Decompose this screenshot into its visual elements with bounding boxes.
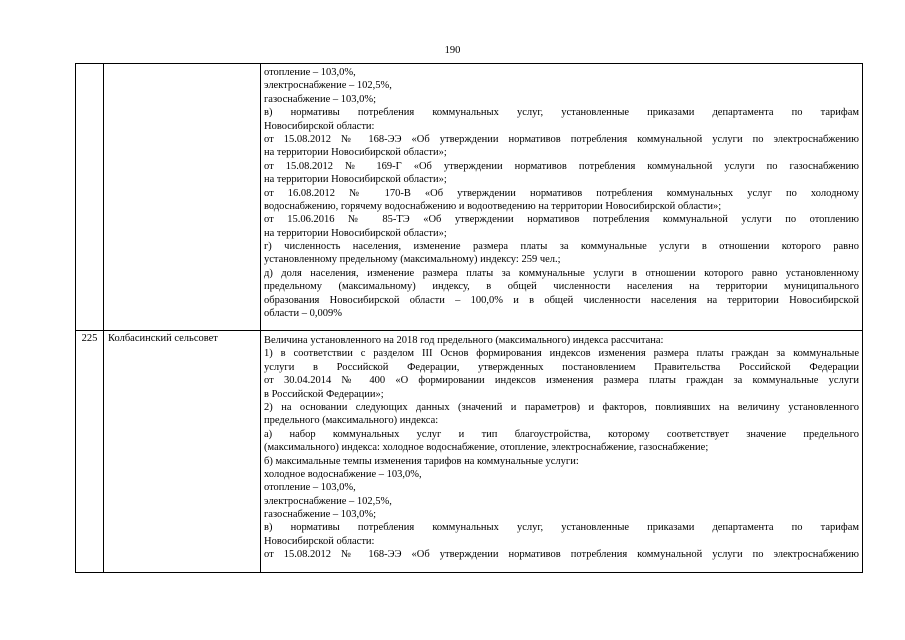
row-number-cell [76, 64, 104, 331]
text-line: от 15.06.2016 № 85-ТЭ «Об утверждении нормативов потребления коммунальной услуги по отоплению [264, 214, 859, 226]
description-cell [261, 331, 863, 573]
municipality-name-cell [104, 64, 261, 331]
description-cell [261, 64, 863, 331]
text-line: (максимального) индекса: холодное водоснабжение, отопление, электроснабжение, газоснабжение; [264, 442, 709, 454]
text-line: отопление – 103,0%, [264, 482, 356, 494]
text-line: электроснабжение – 102,5%, [264, 495, 392, 507]
text-line: установленному предельному (максимальному) индексу: 259 чел.; [264, 254, 561, 266]
text-line: на территории Новосибирской области»; [264, 174, 447, 186]
text-line: Новосибирской области: [264, 535, 375, 547]
text-line: на территории Новосибирской области»; [264, 147, 447, 159]
text-line: а) набор коммунальных услуг и тип благоустройства, которому соответствует значение предельного [264, 428, 859, 440]
document-table [75, 63, 863, 573]
text-line: г) численность населения, изменение размера платы за коммунальные услуги в отношении которого равно [264, 241, 859, 253]
table-row [76, 331, 863, 573]
description-text [264, 66, 859, 328]
text-line: от 30.04.2014 № 400 «О формировании индексов изменения размера платы граждан за коммунальные услуги [264, 375, 859, 387]
text-line: от 16.08.2012 № 170-В «Об утверждении нормативов потребления коммунальных услуг по холодному [264, 187, 859, 199]
table-row [76, 64, 863, 331]
text-line: электроснабжение – 102,5%, [264, 80, 392, 92]
text-line: Новосибирской области: [264, 120, 375, 132]
text-line: отопление – 103,0%, [264, 67, 356, 78]
text-line: в) нормативы потребления коммунальных услуг, установленные приказами департамента по тарифам [264, 522, 859, 534]
text-line: газоснабжение – 103,0%; [264, 93, 377, 105]
text-line: от 15.08.2012 № 168-ЭЭ «Об утверждении нормативов потребления коммунальной услуги по электроснабжению [264, 549, 859, 561]
text-line: холодное водоснабжение – 103,0%, [264, 468, 422, 480]
text-line: от 15.08.2012 № 169-Г «Об утверждении нормативов потребления коммунальной услуги по газоснабжению [264, 160, 859, 172]
text-line: предельному (максимальному) индексу, в общей численности населения на территории муниципального [264, 281, 859, 293]
text-line: образования Новосибирской области – 100,0% и в общей численности населения на территории Новосибирской [264, 294, 859, 306]
text-line: области – 0,009% [264, 308, 342, 320]
text-line: на территории Новосибирской области»; [264, 227, 447, 239]
text-line: 2) на основании следующих данных (значений и параметров) и факторов, повлиявших на величину установленного [264, 401, 859, 413]
description-text [264, 334, 859, 572]
text-line: услуги в Российской Федерации, утвержденных постановлением Правительства Российской Федерации [264, 361, 859, 373]
page-number: 190 [444, 45, 461, 56]
text-line: в) нормативы потребления коммунальных услуг, установленные приказами департамента по тарифам [264, 107, 859, 119]
text-line: в Российской Федерации»; [264, 388, 384, 400]
text-line: от 15.08.2012 № 168-ЭЭ «Об утверждении нормативов потребления коммунальной услуги по электроснабжению [264, 133, 859, 145]
text-line: водоснабжению, горячему водоснабжению и водоотведению на территории Новосибирской области»; [264, 200, 722, 212]
text-line: б) максимальные темпы изменения тарифов на коммунальные услуги: [264, 455, 579, 467]
text-line: д) доля населения, изменение размера платы за коммунальные услуги в отношении которого равно установленному [264, 267, 859, 279]
text-line: предельного (максимального) индекса: [264, 415, 439, 427]
row-number-cell: 225 [76, 331, 104, 573]
text-line: газоснабжение – 103,0%; [264, 509, 377, 521]
text-line: Величина установленного на 2018 год предельного (максимального) индекса рассчитана: [264, 335, 664, 346]
text-line: 1) в соответствии с разделом III Основ формирования индексов изменения размера платы граждан за коммунальные [264, 348, 859, 360]
municipality-name-cell: Колбасинский сельсовет [104, 331, 261, 573]
